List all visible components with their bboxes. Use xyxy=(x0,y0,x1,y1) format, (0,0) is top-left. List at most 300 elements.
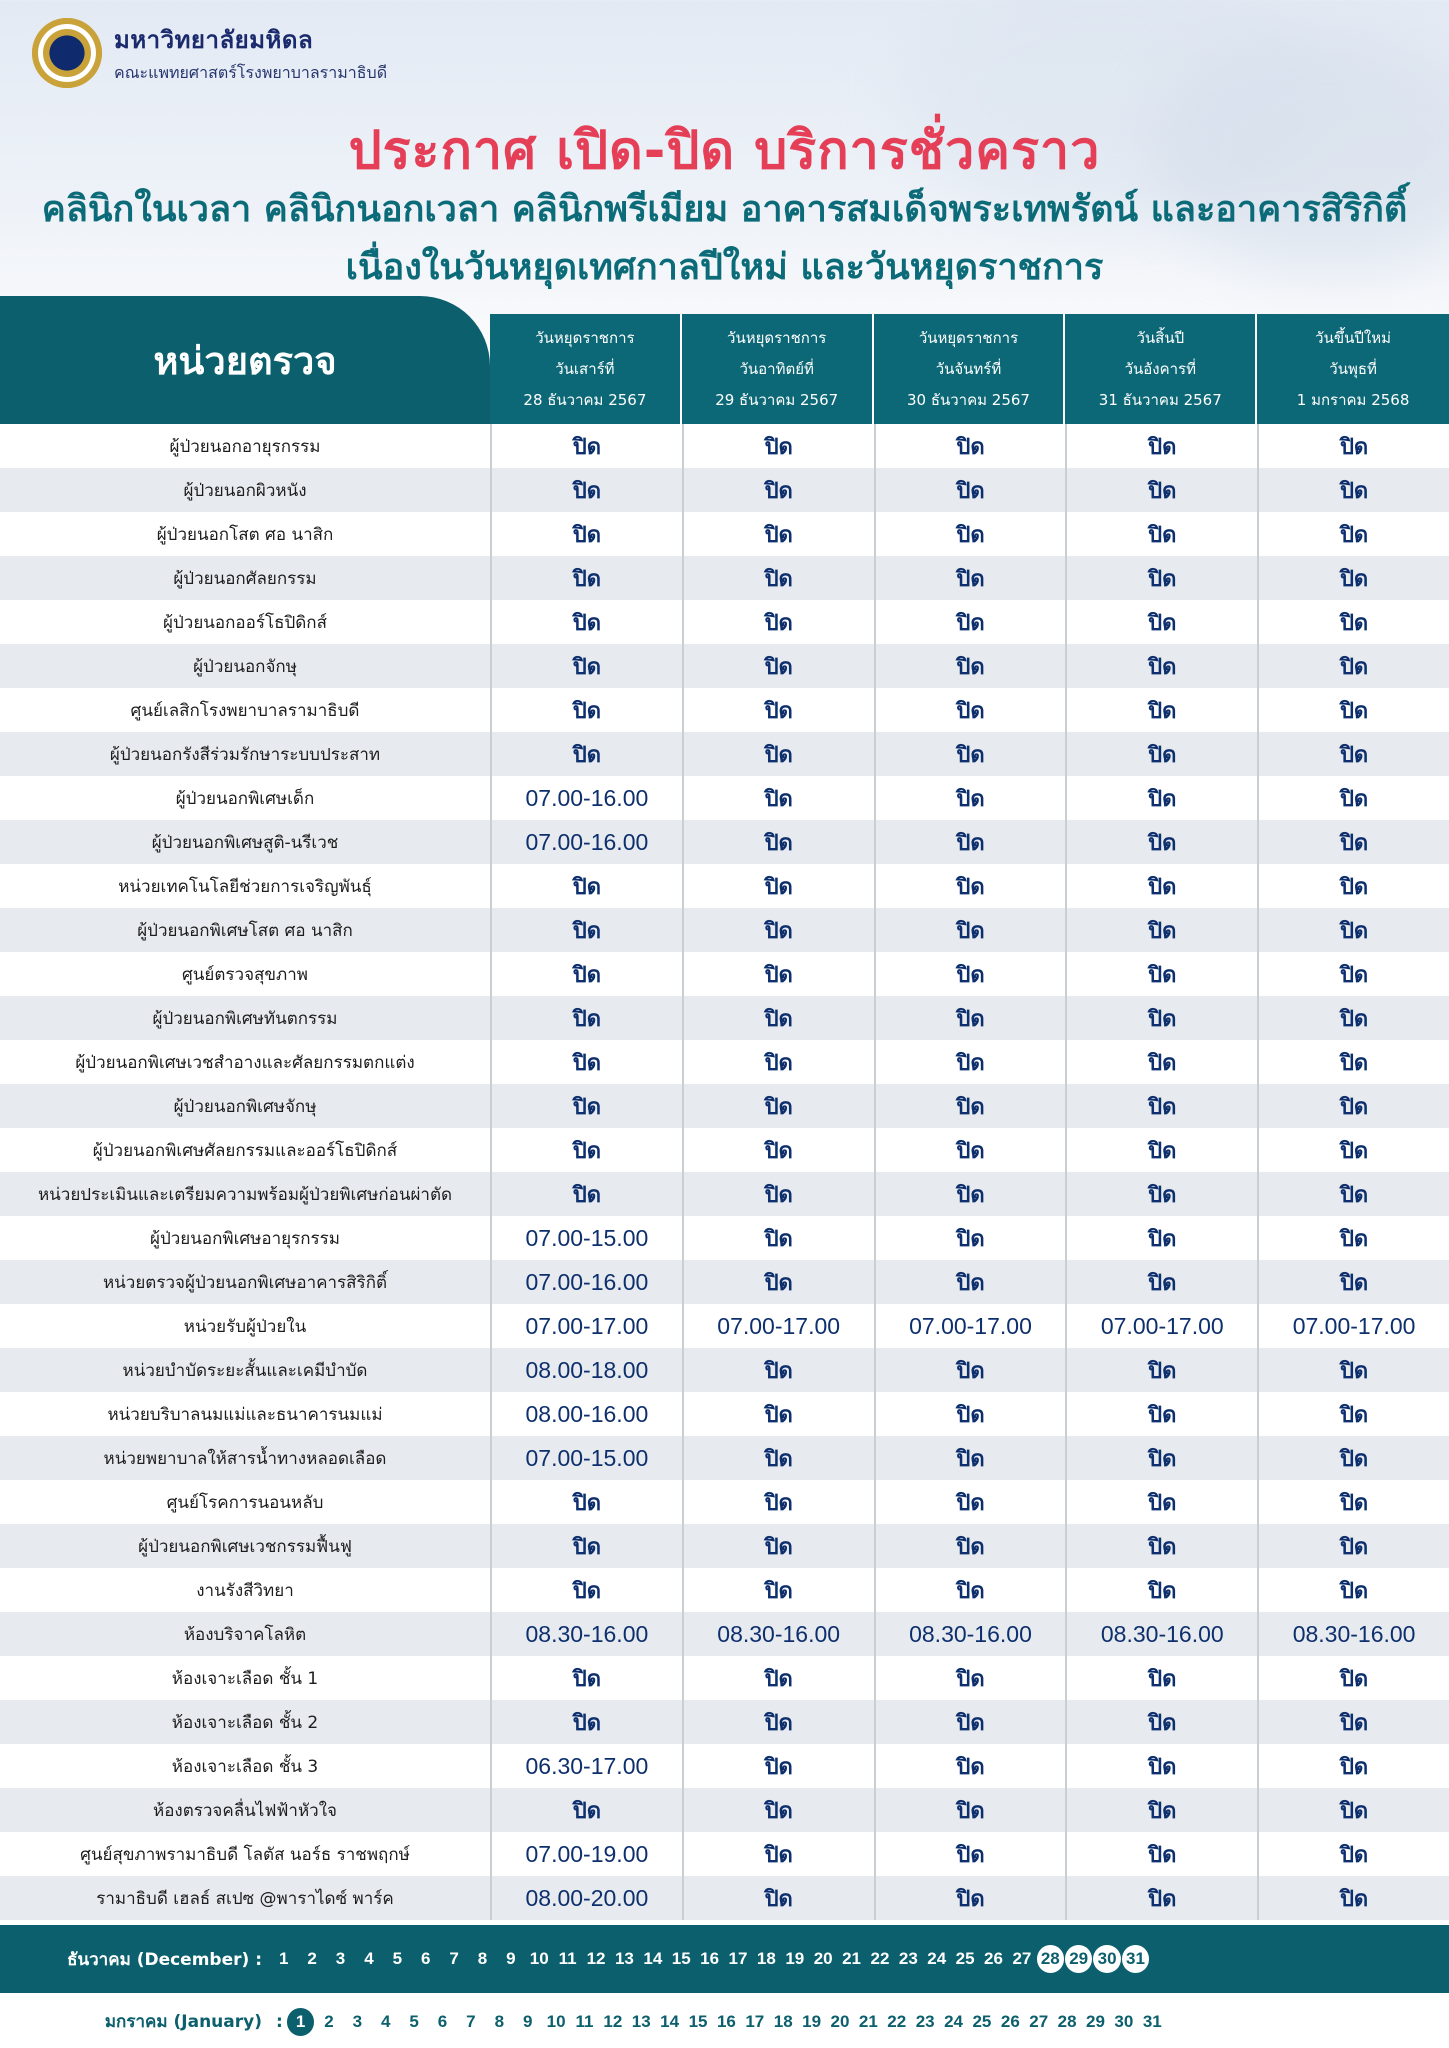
schedule-cell: ปิด xyxy=(874,1436,1066,1480)
schedule-cell: ปิด xyxy=(682,1656,874,1700)
schedule-cell: ปิด xyxy=(490,1040,682,1084)
schedule-cell: ปิด xyxy=(490,600,682,644)
schedule-cell: ปิด xyxy=(682,1348,874,1392)
schedule-cell: ปิด xyxy=(490,1700,682,1744)
schedule-cell: 08.00-20.00 xyxy=(490,1876,682,1920)
unit-name: หน่วยบริบาลนมแม่และธนาคารนมแม่ xyxy=(107,1404,383,1425)
unit-name: ศูนย์ตรวจสุขภาพ xyxy=(181,964,308,985)
calendar-day: 26 xyxy=(984,1949,1003,1968)
calendar-day: 16 xyxy=(700,1949,720,1968)
schedule-cell: 07.00-15.00 xyxy=(490,1436,682,1480)
schedule-cell: ปิด xyxy=(874,732,1066,776)
table-row xyxy=(0,952,1449,996)
schedule-cell: ปิด xyxy=(682,1524,874,1568)
calendar-day: 14 xyxy=(643,1949,663,1968)
calendar-day: 30 xyxy=(1093,1945,1121,1973)
calendar-day: 3 xyxy=(352,2011,363,2031)
schedule-cell: ปิด xyxy=(1257,1656,1449,1700)
schedule-cell: ปิด xyxy=(682,1172,874,1216)
schedule-cell: ปิด xyxy=(1065,952,1257,996)
university-seal-icon xyxy=(32,18,102,88)
schedule-cell: ปิด xyxy=(1065,908,1257,952)
january-label-group xyxy=(0,2008,270,2035)
schedule-cell: ปิด xyxy=(490,468,682,512)
day-header-l1: วันหยุดราชการ xyxy=(918,328,1019,347)
unit-name: ห้องเจาะเลือด ชั้น 3 xyxy=(171,1756,319,1777)
schedule-cell: 08.30-16.00 xyxy=(1257,1612,1449,1656)
day-header xyxy=(682,314,874,424)
unit-name: ห้องเจาะเลือด ชั้น 2 xyxy=(171,1712,319,1733)
schedule-cell: ปิด xyxy=(490,864,682,908)
schedule-cell: ปิด xyxy=(1257,1040,1449,1084)
org-faculty: คณะแพทยศาสตร์โรงพยาบาลรามาธิบดี xyxy=(114,63,388,82)
calendar-day: 30 xyxy=(1114,2011,1134,2031)
unit-name: ผู้ป่วยนอกพิเศษเวชกรรมฟื้นฟู xyxy=(138,1536,352,1557)
table-body xyxy=(0,424,1449,1920)
schedule-cell: ปิด xyxy=(682,1832,874,1876)
schedule-cell: ปิด xyxy=(682,468,874,512)
calendar-day: 5 xyxy=(409,2011,419,2031)
schedule-cell: ปิด xyxy=(682,1260,874,1304)
table-row xyxy=(0,688,1449,732)
calendar-day: 16 xyxy=(716,2011,736,2031)
schedule-cell: ปิด xyxy=(682,1744,874,1788)
schedule-cell: ปิด xyxy=(1257,1216,1449,1260)
unit-name: หน่วยพยาบาลให้สารน้ำทางหลอดเลือด xyxy=(103,1448,387,1469)
unit-name: ผู้ป่วยนอกอายุรกรรม xyxy=(169,436,321,457)
unit-name: ผู้ป่วยนอกผิวหนัง xyxy=(183,480,307,501)
table-row xyxy=(0,1392,1449,1436)
unit-name: หน่วยเทคโนโลยีช่วยการเจริญพันธุ์ xyxy=(118,876,372,897)
calendar-day: 21 xyxy=(858,2011,878,2031)
calendar-day: 22 xyxy=(887,2011,907,2031)
schedule-cell: ปิด xyxy=(874,1744,1066,1788)
schedule-cell: ปิด xyxy=(1065,556,1257,600)
unit-name: ผู้ป่วยนอกรังสีร่วมรักษาระบบประสาท xyxy=(109,744,381,765)
schedule-cell: ปิด xyxy=(490,1656,682,1700)
table-row xyxy=(0,1260,1449,1304)
unit-name: ผู้ป่วยนอกพิเศษเด็ก xyxy=(175,788,315,809)
calendar-day: 27 xyxy=(1012,1949,1032,1968)
unit-name: ห้องเจาะเลือด ชั้น 1 xyxy=(171,1668,319,1689)
schedule-cell: ปิด xyxy=(874,1524,1066,1568)
schedule-cell: 08.30-16.00 xyxy=(1065,1612,1257,1656)
schedule-cell: ปิด xyxy=(874,1216,1066,1260)
schedule-cell: ปิด xyxy=(1065,644,1257,688)
schedule-cell: ปิด xyxy=(682,908,874,952)
table-row xyxy=(0,556,1449,600)
table-row xyxy=(0,776,1449,820)
calendar-day: 13 xyxy=(631,2011,651,2031)
schedule-cell: ปิด xyxy=(1065,468,1257,512)
schedule-cell: ปิด xyxy=(1065,600,1257,644)
schedule-cell: 07.00-16.00 xyxy=(490,776,682,820)
schedule-cell: ปิด xyxy=(1257,952,1449,996)
schedule-cell: ปิด xyxy=(682,512,874,556)
calendar-day: 1 xyxy=(287,2008,315,2036)
schedule-cell: ปิด xyxy=(1257,1788,1449,1832)
schedule-cell: ปิด xyxy=(682,1480,874,1524)
schedule-cell: ปิด xyxy=(874,820,1066,864)
schedule-cell: ปิด xyxy=(682,952,874,996)
schedule-cell: ปิด xyxy=(1257,1392,1449,1436)
schedule-cell: ปิด xyxy=(682,1788,874,1832)
calendar-day: 29 xyxy=(1065,1945,1093,1973)
day-header xyxy=(874,314,1066,424)
schedule-cell: 07.00-17.00 xyxy=(490,1304,682,1348)
unit-name: ผู้ป่วยนอกพิเศษสูติ-นรีเวช xyxy=(151,832,339,853)
schedule-cell: ปิด xyxy=(1065,1568,1257,1612)
schedule-cell: ปิด xyxy=(490,688,682,732)
calendar-day: 15 xyxy=(688,2011,708,2031)
calendar-day: 17 xyxy=(745,2011,765,2031)
schedule-cell: ปิด xyxy=(1257,1700,1449,1744)
schedule-cell: ปิด xyxy=(874,644,1066,688)
calendar-day: 8 xyxy=(494,2011,505,2031)
schedule-cell: ปิด xyxy=(1065,1392,1257,1436)
schedule-cell: ปิด xyxy=(874,1040,1066,1084)
schedule-cell: ปิด xyxy=(682,1568,874,1612)
schedule-cell: ปิด xyxy=(1257,512,1449,556)
schedule-cell: ปิด xyxy=(1257,1744,1449,1788)
schedule-cell: 08.30-16.00 xyxy=(682,1612,874,1656)
schedule-cell: ปิด xyxy=(1065,1656,1257,1700)
calendar-day: 15 xyxy=(671,1949,691,1968)
calendar-day: 20 xyxy=(813,1949,833,1968)
schedule-cell: ปิด xyxy=(874,556,1066,600)
schedule-table xyxy=(0,296,1449,1920)
calendar-day: 21 xyxy=(842,1949,862,1968)
schedule-cell: ปิด xyxy=(1065,776,1257,820)
schedule-cell: ปิด xyxy=(1257,1568,1449,1612)
schedule-cell: ปิด xyxy=(682,1084,874,1128)
table-row xyxy=(0,1348,1449,1392)
org-name: มหาวิทยาลัยมหิดล xyxy=(114,26,314,54)
schedule-cell: ปิด xyxy=(1257,468,1449,512)
schedule-cell: ปิด xyxy=(490,1568,682,1612)
unit-name: ศูนย์โรคการนอนหลับ xyxy=(166,1492,324,1513)
unit-name: งานรังสีวิทยา xyxy=(196,1580,294,1601)
table-row xyxy=(0,424,1449,468)
schedule-cell: ปิด xyxy=(1257,688,1449,732)
schedule-cell: ปิด xyxy=(682,1392,874,1436)
schedule-cell: ปิด xyxy=(1065,732,1257,776)
schedule-cell: ปิด xyxy=(1065,1832,1257,1876)
table-row xyxy=(0,1832,1449,1876)
calendar-day: 11 xyxy=(558,1949,577,1968)
unit-name: หน่วยบำบัดระยะสั้นและเคมีบำบัด xyxy=(122,1360,368,1381)
calendar-day: 25 xyxy=(972,2011,992,2031)
table-row xyxy=(0,1568,1449,1612)
calendar-day: 8 xyxy=(477,1949,488,1968)
schedule-cell: ปิด xyxy=(490,556,682,600)
calendar-day: 18 xyxy=(773,2011,793,2031)
schedule-cell: ปิด xyxy=(682,1700,874,1744)
calendar-day: 7 xyxy=(466,2011,476,2031)
schedule-cell: 08.00-18.00 xyxy=(490,1348,682,1392)
schedule-cell: ปิด xyxy=(1065,1128,1257,1172)
table-row xyxy=(0,1172,1449,1216)
schedule-cell: ปิด xyxy=(490,1524,682,1568)
schedule-cell: ปิด xyxy=(874,512,1066,556)
schedule-cell: ปิด xyxy=(1065,996,1257,1040)
calendar-day: 24 xyxy=(927,1949,947,1968)
schedule-cell: ปิด xyxy=(1257,864,1449,908)
schedule-cell: ปิด xyxy=(874,600,1066,644)
schedule-cell: ปิด xyxy=(682,776,874,820)
schedule-cell: ปิด xyxy=(1065,1436,1257,1480)
schedule-cell: ปิด xyxy=(874,688,1066,732)
schedule-cell: ปิด xyxy=(1257,732,1449,776)
schedule-cell: ปิด xyxy=(874,1392,1066,1436)
schedule-cell: ปิด xyxy=(874,952,1066,996)
schedule-cell: ปิด xyxy=(682,864,874,908)
schedule-cell: ปิด xyxy=(1257,1260,1449,1304)
day-header-l3: 30 ธันวาคม 2567 xyxy=(907,390,1030,409)
unit-name: หน่วยตรวจผู้ป่วยนอกพิเศษอาคารสิริกิติ์ xyxy=(102,1272,388,1293)
schedule-cell: 07.00-17.00 xyxy=(1065,1304,1257,1348)
schedule-cell: ปิด xyxy=(1257,1524,1449,1568)
schedule-cell: ปิด xyxy=(874,1568,1066,1612)
schedule-cell: ปิด xyxy=(874,1128,1066,1172)
schedule-cell: ปิด xyxy=(874,776,1066,820)
day-header-l3: 29 ธันวาคม 2567 xyxy=(715,390,839,409)
table-row xyxy=(0,1524,1449,1568)
table-row xyxy=(0,1304,1449,1348)
schedule-cell: ปิด xyxy=(1257,1172,1449,1216)
calendar-day: 10 xyxy=(546,2011,566,2031)
schedule-cell: ปิด xyxy=(490,1788,682,1832)
schedule-cell: ปิด xyxy=(1257,1832,1449,1876)
schedule-cell: ปิด xyxy=(682,732,874,776)
schedule-cell: ปิด xyxy=(1065,424,1257,468)
day-header-l3: 1 มกราคม 2568 xyxy=(1296,390,1410,409)
unit-name: ผู้ป่วยนอกพิเศษทันตกรรม xyxy=(152,1008,338,1029)
day-header xyxy=(1065,314,1257,424)
schedule-cell: ปิด xyxy=(874,1832,1066,1876)
schedule-cell: 07.00-15.00 xyxy=(490,1216,682,1260)
schedule-cell: ปิด xyxy=(1065,1172,1257,1216)
unit-name: หน่วยรับผู้ป่วยใน xyxy=(183,1316,307,1337)
unit-name: ผู้ป่วยนอกพิเศษโสต ศอ นาสิก xyxy=(137,920,353,941)
schedule-cell: ปิด xyxy=(1257,424,1449,468)
schedule-cell: 08.00-16.00 xyxy=(490,1392,682,1436)
schedule-cell: ปิด xyxy=(490,512,682,556)
calendar-day: 19 xyxy=(802,2011,822,2031)
table-row xyxy=(0,600,1449,644)
day-header-l2: วันพุธที่ xyxy=(1329,359,1377,378)
table-row xyxy=(0,1612,1449,1656)
schedule-cell: ปิด xyxy=(682,600,874,644)
table-row xyxy=(0,1040,1449,1084)
schedule-cell: ปิด xyxy=(1257,820,1449,864)
table-row xyxy=(0,996,1449,1040)
table-row xyxy=(0,1480,1449,1524)
schedule-cell: ปิด xyxy=(1065,1348,1257,1392)
calendar-day: 4 xyxy=(364,1949,374,1968)
december-calendar xyxy=(0,1925,1449,1993)
schedule-cell: ปิด xyxy=(874,1260,1066,1304)
table-row xyxy=(0,1744,1449,1788)
table-row xyxy=(0,1084,1449,1128)
schedule-cell: ปิด xyxy=(1065,820,1257,864)
table-row xyxy=(0,1700,1449,1744)
schedule-cell: ปิด xyxy=(490,1128,682,1172)
schedule-cell: ปิด xyxy=(1257,644,1449,688)
schedule-cell: ปิด xyxy=(874,1084,1066,1128)
calendar-day: 17 xyxy=(728,1949,748,1968)
calendar-day: 23 xyxy=(915,2011,935,2031)
schedule-cell: 06.30-17.00 xyxy=(490,1744,682,1788)
unit-name: ผู้ป่วยนอกจักษุ xyxy=(193,656,297,677)
schedule-cell: ปิด xyxy=(1257,1348,1449,1392)
schedule-cell: ปิด xyxy=(1257,600,1449,644)
day-header-l1: วันขึ้นปีใหม่ xyxy=(1315,328,1391,347)
calendar-day: 4 xyxy=(381,2011,391,2031)
page-subtitle: คลินิกในเวลา คลินิกนอกเวลา คลินิกพรีเมียม อาคารสมเด็จพระเทพรัตน์ และอาคารสิริกิติ์ xyxy=(41,189,1408,230)
schedule-cell: ปิด xyxy=(1065,1788,1257,1832)
schedule-cell: 07.00-17.00 xyxy=(682,1304,874,1348)
calendar-day: 23 xyxy=(898,1949,918,1968)
calendar-day: 12 xyxy=(586,1949,606,1968)
calendar-day: 14 xyxy=(660,2011,680,2031)
table-row xyxy=(0,1656,1449,1700)
schedule-cell: ปิด xyxy=(682,1040,874,1084)
schedule-cell: ปิด xyxy=(490,732,682,776)
schedule-cell: ปิด xyxy=(682,1876,874,1920)
table-row xyxy=(0,864,1449,908)
schedule-cell: ปิด xyxy=(1257,1084,1449,1128)
schedule-cell: ปิด xyxy=(490,908,682,952)
calendar-day: 24 xyxy=(944,2011,963,2031)
calendar-day: 11 xyxy=(575,2011,594,2031)
table-row xyxy=(0,908,1449,952)
calendar-day: 10 xyxy=(529,1949,549,1968)
calendar-day: 31 xyxy=(1142,2011,1162,2031)
unit-name: ผู้ป่วยนอกพิเศษอายุรกรรม xyxy=(149,1228,340,1249)
day-header-l2: วันจันทร์ที่ xyxy=(935,359,1002,378)
unit-name: ห้องตรวจคลื่นไฟฟ้าหัวใจ xyxy=(153,1800,337,1821)
unit-name: ผู้ป่วยนอกพิเศษจักษุ xyxy=(173,1096,317,1117)
day-header-l3: 28 ธันวาคม 2567 xyxy=(523,390,647,409)
table-header xyxy=(0,296,1449,424)
schedule-cell: ปิด xyxy=(874,908,1066,952)
unit-column-header: หน่วยตรวจ xyxy=(0,296,490,424)
schedule-cell: ปิด xyxy=(1065,1700,1257,1744)
schedule-cell: ปิด xyxy=(874,1700,1066,1744)
schedule-cell: ปิด xyxy=(1065,864,1257,908)
day-headers xyxy=(490,314,1449,424)
day-header xyxy=(1257,314,1449,424)
schedule-cell: 07.00-17.00 xyxy=(1257,1304,1449,1348)
calendar-day: 28 xyxy=(1057,2011,1077,2031)
unit-name: ผู้ป่วยนอกออร์โธปิดิกส์ xyxy=(163,612,327,633)
calendar-day: 20 xyxy=(830,2011,850,2031)
schedule-cell: ปิด xyxy=(1257,1876,1449,1920)
schedule-cell: ปิด xyxy=(490,424,682,468)
table-row xyxy=(0,1876,1449,1920)
calendar-day: 31 xyxy=(1122,1945,1150,1973)
calendar-day: 13 xyxy=(614,1949,634,1968)
schedule-cell: ปิด xyxy=(1257,996,1449,1040)
schedule-cell: ปิด xyxy=(682,556,874,600)
unit-name: ผู้ป่วยนอกพิเศษเวชสำอางและศัลยกรรมตกแต่ง xyxy=(75,1052,415,1073)
calendar-day: 18 xyxy=(756,1949,776,1968)
schedule-cell: ปิด xyxy=(682,644,874,688)
schedule-cell: ปิด xyxy=(1065,1524,1257,1568)
calendar-day: 7 xyxy=(449,1949,459,1968)
table-row xyxy=(0,512,1449,556)
calendar-day: 28 xyxy=(1037,1945,1065,1973)
schedule-cell: ปิด xyxy=(682,820,874,864)
schedule-cell: ปิด xyxy=(874,1480,1066,1524)
schedule-cell: ปิด xyxy=(874,1656,1066,1700)
schedule-cell: 08.30-16.00 xyxy=(874,1612,1066,1656)
day-header xyxy=(490,314,682,424)
calendar-day: 25 xyxy=(955,1949,975,1968)
schedule-cell: ปิด xyxy=(682,1436,874,1480)
calendar-day: 6 xyxy=(437,2011,448,2031)
day-header-l1: วันสิ้นปี xyxy=(1136,328,1185,347)
schedule-cell: ปิด xyxy=(682,424,874,468)
schedule-cell: ปิด xyxy=(874,1876,1066,1920)
schedule-cell: ปิด xyxy=(1065,512,1257,556)
unit-name: ผู้ป่วยนอกโสต ศอ นาสิก xyxy=(156,524,334,545)
schedule-cell: ปิด xyxy=(874,1348,1066,1392)
schedule-cell: ปิด xyxy=(682,996,874,1040)
december-label: ธันวาคม (December) : xyxy=(67,1949,262,1970)
schedule-cell: ปิด xyxy=(1065,1744,1257,1788)
january-calendar xyxy=(0,1995,1449,2048)
schedule-cell: ปิด xyxy=(490,952,682,996)
table-row xyxy=(0,1216,1449,1260)
schedule-cell: ปิด xyxy=(874,1172,1066,1216)
table-row xyxy=(0,820,1449,864)
calendar-day: 2 xyxy=(307,1949,317,1968)
unit-name: รามาธิบดี เฮลธ์ สเปซ @พาราไดซ์ พาร์ค xyxy=(96,1888,394,1909)
day-header-l3: 31 ธันวาคม 2567 xyxy=(1098,390,1222,409)
schedule-cell: 07.00-16.00 xyxy=(490,1260,682,1304)
schedule-cell: ปิด xyxy=(874,1788,1066,1832)
table-row xyxy=(0,644,1449,688)
january-days xyxy=(287,2008,1167,2036)
schedule-cell: ปิด xyxy=(1257,1480,1449,1524)
schedule-cell: ปิด xyxy=(1257,908,1449,952)
table-row xyxy=(0,1128,1449,1172)
schedule-cell: ปิด xyxy=(1257,776,1449,820)
unit-name: ห้องบริจาคโลหิต xyxy=(183,1624,307,1645)
table-row xyxy=(0,1788,1449,1832)
schedule-cell: ปิด xyxy=(1065,1040,1257,1084)
schedule-cell: ปิด xyxy=(682,1128,874,1172)
calendar-day: 9 xyxy=(506,1949,516,1968)
schedule-cell: 08.30-16.00 xyxy=(490,1612,682,1656)
schedule-cell: 07.00-17.00 xyxy=(874,1304,1066,1348)
schedule-cell: ปิด xyxy=(1065,1084,1257,1128)
schedule-cell: ปิด xyxy=(1065,1876,1257,1920)
unit-name: ศูนย์เลสิกโรงพยาบาลรามาธิบดี xyxy=(130,700,360,721)
day-header-l2: วันอาทิตย์ที่ xyxy=(739,359,814,378)
schedule-cell: ปิด xyxy=(874,424,1066,468)
calendar-day: 22 xyxy=(870,1949,890,1968)
calendar-day: 29 xyxy=(1086,2011,1105,2031)
table-row xyxy=(0,1436,1449,1480)
schedule-cell: ปิด xyxy=(1065,1216,1257,1260)
calendar-day: 6 xyxy=(420,1949,431,1968)
org-block xyxy=(32,18,387,88)
january-separator: : xyxy=(276,2011,283,2032)
calendar-day: 2 xyxy=(324,2011,334,2031)
